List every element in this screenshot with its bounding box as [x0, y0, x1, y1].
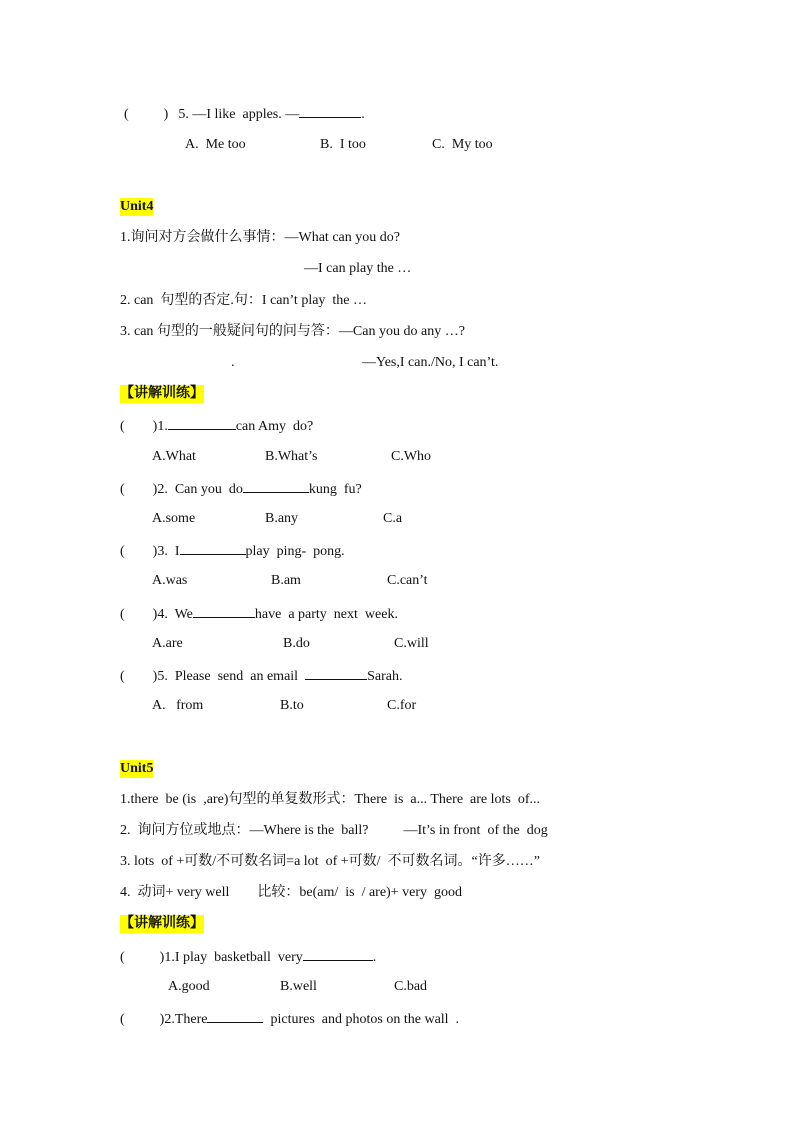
- u3-q5-option-c[interactable]: C. My too: [432, 137, 493, 152]
- question-stem: 5. Please send an email: [157, 669, 306, 684]
- u4-question-3: [120, 541, 345, 561]
- answer-paren: ( ): [120, 482, 158, 497]
- unit5-point-3: 3. lots of +可数/不可数名词=a lot of +可数/ 不可数名词。“许多……”: [120, 854, 540, 869]
- u4-q3-option-b[interactable]: B.am: [271, 573, 301, 588]
- u5-q1-option-a[interactable]: A.good: [168, 979, 210, 994]
- u5-question-1: [120, 947, 376, 967]
- answer-paren: ( ): [120, 544, 158, 559]
- unit4-point-3: 3. can 句型的一般疑问句的问与答：—Can you do any …?: [120, 324, 465, 339]
- answer-paren: ( ): [120, 607, 158, 622]
- u4-q4-option-c[interactable]: C.will: [394, 636, 429, 651]
- u4-q3-option-c[interactable]: C.can’t: [387, 573, 428, 588]
- u4-q2-option-b[interactable]: B.any: [265, 511, 299, 526]
- unit4-point-1: 1.询问对方会做什么事情：—What can you do?: [120, 230, 400, 245]
- question-stem: 2.There: [164, 1012, 208, 1027]
- fill-blank[interactable]: [207, 1009, 263, 1023]
- question-stem-end: can Amy do?: [235, 419, 314, 434]
- fill-blank[interactable]: [299, 104, 361, 118]
- answer-paren: ( ): [120, 1012, 165, 1027]
- u5-question-2: [120, 1009, 459, 1029]
- answer-paren: ( ): [120, 669, 158, 684]
- u4-q1-option-a[interactable]: A.What: [152, 449, 196, 464]
- u4-question-4: [120, 604, 398, 624]
- u5-q1-option-b[interactable]: B.well: [280, 979, 317, 994]
- question-stem: 2. Can you do: [157, 482, 243, 497]
- unit4-point-2: 2. can 句型的否定.句：I can’t play the …: [120, 293, 368, 308]
- u4-q1-option-b[interactable]: B.What’s: [265, 449, 318, 464]
- fill-blank[interactable]: [180, 541, 246, 555]
- u4-question-1: [120, 416, 313, 436]
- fill-blank[interactable]: [193, 604, 255, 618]
- u3-q5-option-a[interactable]: A. Me too: [185, 137, 246, 152]
- question-stem-end: Sarah.: [367, 669, 403, 684]
- question-stem-end: .: [361, 107, 365, 122]
- unit4-practice-heading: 【讲解训练】: [120, 386, 204, 401]
- u5-q1-option-c[interactable]: C.bad: [394, 979, 428, 994]
- u4-q3-option-a[interactable]: A.was: [152, 573, 188, 588]
- question-stem-end: play ping- pong.: [245, 544, 345, 559]
- question-stem: 1.I play basketball very: [164, 950, 303, 965]
- fill-blank[interactable]: [168, 416, 236, 430]
- u4-q4-option-b[interactable]: B.do: [283, 636, 310, 651]
- unit5-practice-heading: 【讲解训练】: [120, 916, 204, 931]
- u4-q4-option-a[interactable]: A.are: [152, 636, 183, 651]
- question-stem: 4. We: [157, 607, 193, 622]
- question-stem-end: pictures and photos on the wall .: [263, 1012, 460, 1027]
- fill-blank[interactable]: [305, 666, 367, 680]
- u4-question-5: [120, 666, 402, 686]
- question-stem: 3. I: [157, 544, 180, 559]
- unit5-point-2: 2. 询问方位或地点：—Where is the ball? —It’s in front of the dog: [120, 823, 548, 838]
- u4-question-2: [120, 479, 362, 499]
- u3-q5-option-b[interactable]: B. I too: [320, 137, 366, 152]
- u3-question-5: [124, 104, 365, 124]
- unit4-point-3-answer: —Yes,I can./No, I can’t.: [362, 355, 499, 370]
- answer-paren: ( ): [124, 107, 169, 122]
- u4-q5-option-b[interactable]: B.to: [280, 698, 304, 713]
- u4-q5-option-a[interactable]: A. from: [152, 698, 204, 713]
- unit4-heading: Unit4: [120, 199, 154, 214]
- question-stem: 1.: [157, 419, 168, 434]
- u4-q5-option-c[interactable]: C.for: [387, 698, 417, 713]
- stray-dot: .: [231, 355, 235, 370]
- u4-q1-option-c[interactable]: C.Who: [391, 449, 432, 464]
- unit5-point-1: 1.there be (is ,are)句型的单复数形式：There is a... There are lots of...: [120, 792, 541, 807]
- question-stem-end: .: [372, 950, 377, 965]
- question-stem-end: have a party next week.: [254, 607, 398, 622]
- u4-q2-option-a[interactable]: A.some: [152, 511, 196, 526]
- question-stem: 5. —I like apples. —: [178, 107, 300, 122]
- unit4-point-1-answer: —I can play the …: [304, 261, 412, 276]
- question-stem-end: kung fu?: [308, 482, 362, 497]
- unit5-point-4: 4. 动词+ very well 比较：be(am/ is / are)+ very good: [120, 885, 462, 900]
- answer-paren: ( ): [120, 419, 158, 434]
- fill-blank[interactable]: [303, 947, 373, 961]
- u4-q2-option-c[interactable]: C.a: [383, 511, 403, 526]
- answer-paren: ( ): [120, 950, 165, 965]
- fill-blank[interactable]: [243, 479, 309, 493]
- unit5-heading: Unit5: [120, 761, 154, 776]
